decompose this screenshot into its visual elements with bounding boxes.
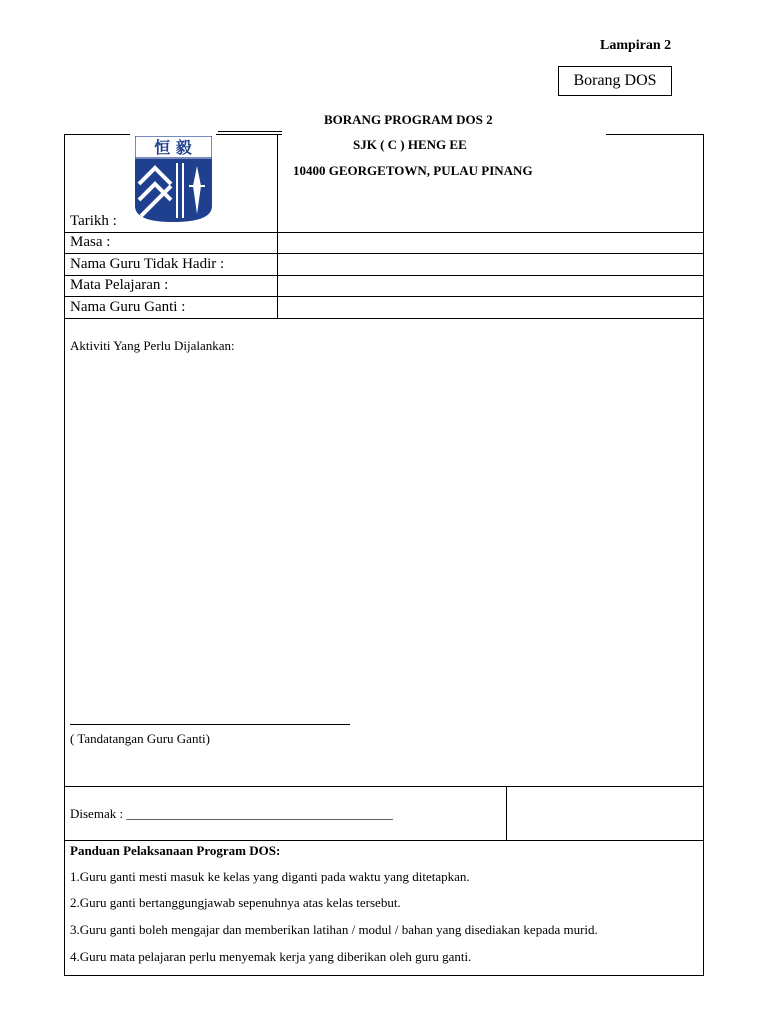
lampiran-label: Lampiran 2 xyxy=(600,38,672,53)
row-line xyxy=(64,786,704,787)
row-line xyxy=(64,253,704,254)
disemak-field: Disemak : _________________________________________ xyxy=(70,806,393,821)
aktiviti-label: Aktiviti Yang Perlu Dijalankan: xyxy=(70,338,235,353)
panduan-item-2: 2.Guru ganti bertanggungjawab sepenuhnya atas kelas tersebut. xyxy=(70,895,401,910)
row-line xyxy=(64,275,704,276)
frame-top-segment xyxy=(218,131,282,132)
disemak-divider xyxy=(506,786,507,840)
row-line xyxy=(64,232,704,233)
frame-gap-right xyxy=(282,131,606,137)
info-column-divider xyxy=(277,134,278,318)
school-name: SJK ( C ) HENG EE xyxy=(353,137,467,152)
panduan-item-1: 1.Guru ganti mesti masuk ke kelas yang diganti pada waktu yang ditetapkan. xyxy=(70,869,470,884)
school-address: 10400 GEORGETOWN, PULAU PINANG xyxy=(293,163,533,178)
logo-chars: 恒 毅 xyxy=(154,138,192,157)
row-line xyxy=(64,318,704,319)
guru-tidak-hadir-label: Nama Guru Tidak Hadir : xyxy=(70,256,225,272)
school-logo xyxy=(135,136,212,222)
panduan-item-4: 4.Guru mata pelajaran perlu menyemak kerja yang diberikan oleh guru ganti. xyxy=(70,949,472,964)
panduan-item-3: 3.Guru ganti boleh mengajar dan memberikan latihan / modul / bahan yang disediakan kepada murid. xyxy=(70,922,598,937)
guru-ganti-label: Nama Guru Ganti : xyxy=(70,299,186,315)
signature-caption: ( Tandatangan Guru Ganti) xyxy=(70,731,210,746)
row-line xyxy=(64,840,704,841)
borang-dos-box: Borang DOS xyxy=(558,66,672,96)
row-line xyxy=(64,296,704,297)
signature-line xyxy=(70,724,350,725)
tarikh-label: Tarikh : xyxy=(70,213,117,229)
mata-pelajaran-label: Mata Pelajaran : xyxy=(70,277,169,293)
masa-label: Masa : xyxy=(70,234,111,250)
panduan-title: Panduan Pelaksanaan Program DOS: xyxy=(70,843,281,858)
form-title: BORANG PROGRAM DOS 2 xyxy=(324,112,493,127)
